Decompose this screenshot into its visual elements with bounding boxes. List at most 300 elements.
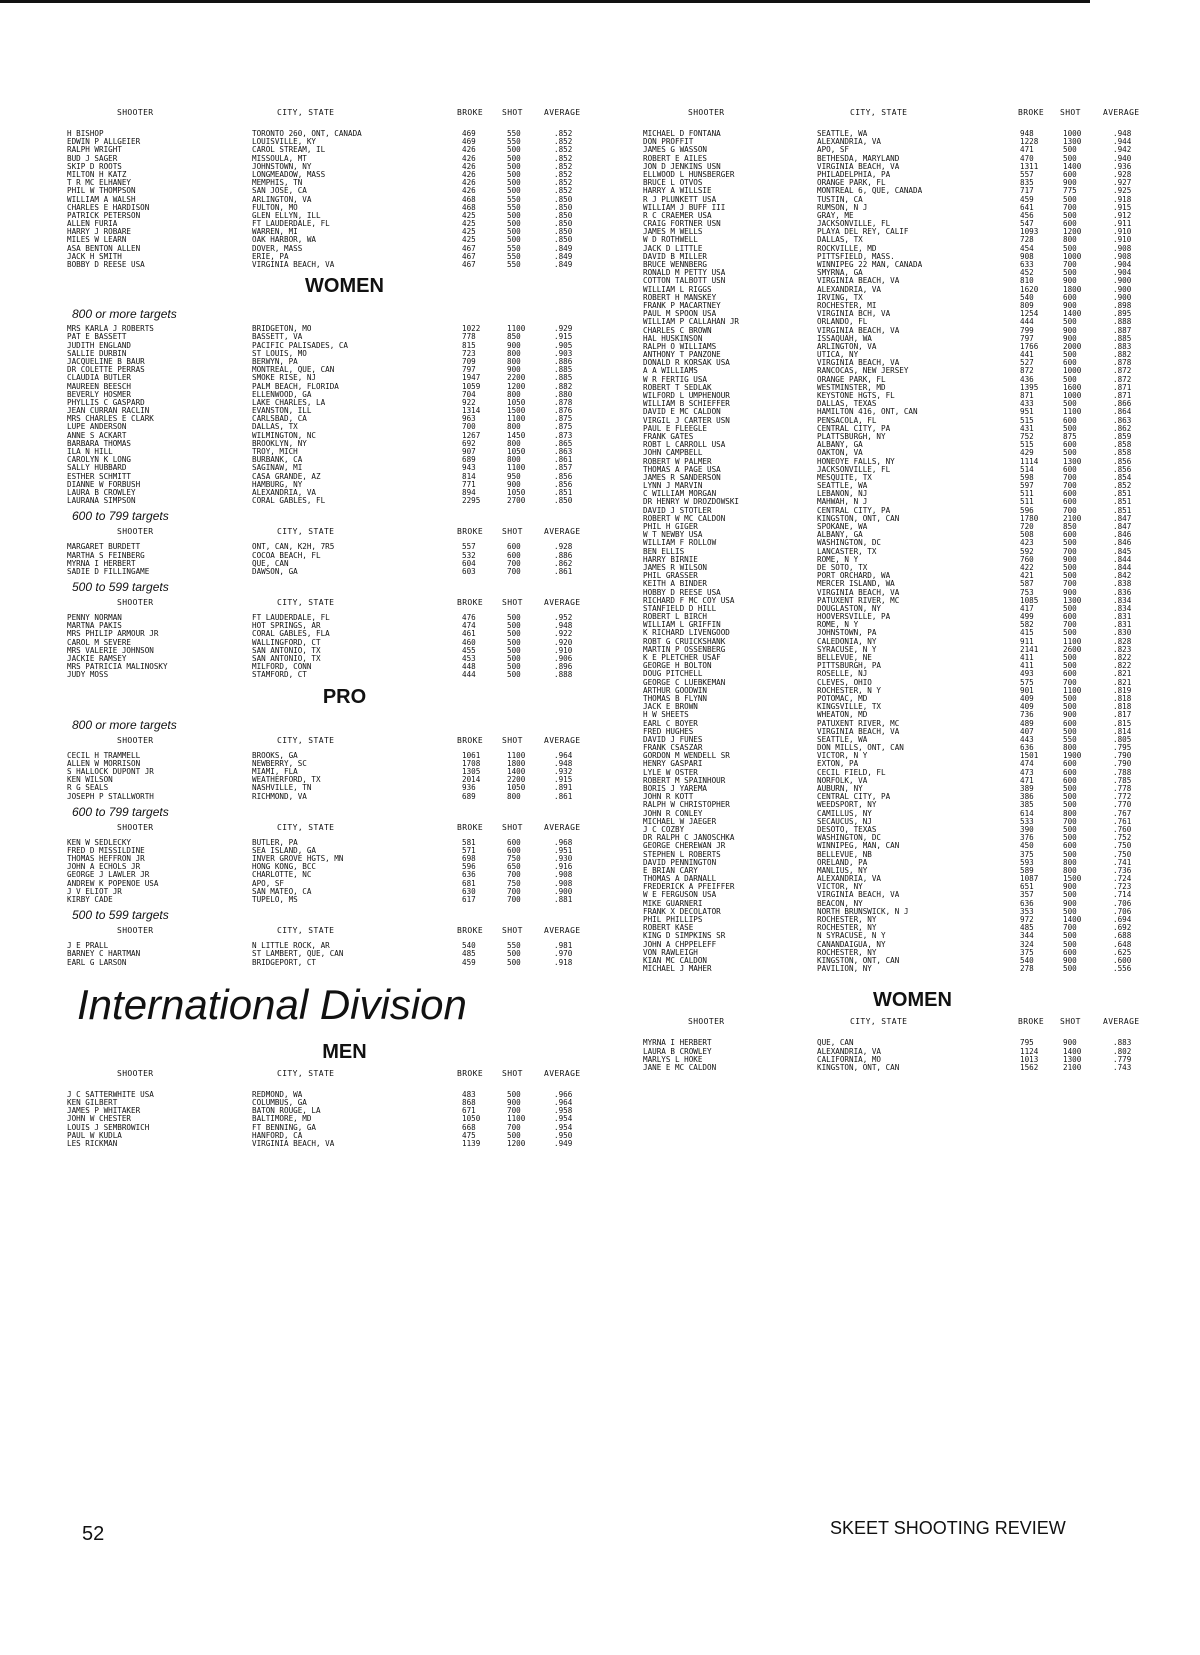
table-row bbox=[640, 580, 1185, 588]
shooter-name: WILLIAM A WALSH bbox=[67, 194, 136, 204]
city-state: BERWYN, PA bbox=[252, 356, 298, 366]
city-state: CORAL GABLES, FL bbox=[252, 496, 326, 506]
broke-value: 901 bbox=[1020, 685, 1034, 695]
shot-value: 500 bbox=[1063, 964, 1077, 974]
shooter-name: ARTHUR GOODWIN bbox=[643, 685, 708, 695]
table-row bbox=[62, 776, 627, 784]
shot-value: 900 bbox=[1063, 587, 1077, 597]
average-value: .822 bbox=[1113, 653, 1132, 662]
shot-value: 2700 bbox=[507, 496, 526, 506]
average-value: .886 bbox=[554, 356, 573, 366]
broke-value: 448 bbox=[462, 662, 476, 672]
average-value: .944 bbox=[1113, 137, 1132, 147]
column-header bbox=[62, 823, 627, 839]
city-state: ROCHESTER, NY bbox=[817, 915, 877, 924]
broke-value: 441 bbox=[1020, 350, 1034, 360]
average-value: .850 bbox=[554, 496, 573, 506]
broke-value: 911 bbox=[1020, 636, 1034, 646]
city-state: QUE, CAN bbox=[252, 558, 289, 568]
table-row bbox=[62, 204, 627, 212]
average-value: .929 bbox=[554, 324, 573, 334]
shot-value: 700 bbox=[507, 895, 521, 904]
city-state: CHARLOTTE, NC bbox=[252, 870, 312, 880]
shot-value: 950 bbox=[507, 471, 521, 481]
broke-value: 474 bbox=[462, 621, 476, 631]
broke-value: 689 bbox=[462, 455, 476, 465]
table-row bbox=[640, 957, 1185, 965]
average-value: .818 bbox=[1113, 693, 1132, 703]
broke-value: 698 bbox=[462, 854, 476, 864]
shooter-name: MICHAEL W JAEGER bbox=[643, 816, 717, 826]
shooter-name: MRS VALERIE JOHNSON bbox=[67, 645, 154, 655]
header-broke: BROKE bbox=[457, 527, 484, 537]
broke-value: 471 bbox=[1020, 775, 1034, 785]
table-row bbox=[62, 1107, 627, 1115]
shooter-name: CHARLES C BROWN bbox=[643, 325, 712, 335]
table-row bbox=[640, 245, 1185, 253]
average-value: .849 bbox=[554, 260, 573, 269]
average-value: .918 bbox=[554, 957, 573, 967]
average-value: .850 bbox=[554, 219, 573, 229]
shot-value: 800 bbox=[1063, 743, 1077, 753]
table-row bbox=[640, 801, 1185, 809]
pro-800-label: 800 or more targets bbox=[72, 717, 177, 732]
table-row bbox=[640, 343, 1185, 351]
average-value: .822 bbox=[1113, 661, 1132, 671]
shot-value: 600 bbox=[1063, 219, 1077, 229]
shooter-name: MICHAEL D FONTANA bbox=[643, 129, 721, 138]
shooter-name: DAVID B MILLER bbox=[643, 251, 708, 261]
shooter-name: ROBERT E AILES bbox=[643, 153, 708, 163]
shot-value: 900 bbox=[1063, 554, 1077, 564]
left-column bbox=[62, 108, 627, 1148]
shooter-name: WILLIAM F ROLLOW bbox=[643, 538, 717, 548]
average-value: .885 bbox=[554, 373, 573, 383]
broke-value: 1059 bbox=[462, 381, 481, 391]
average-value: .844 bbox=[1113, 562, 1132, 572]
average-value: .920 bbox=[554, 637, 573, 647]
average-value: .964 bbox=[554, 750, 573, 760]
shooter-name: ANTHONY T PANZONE bbox=[643, 350, 721, 360]
shooter-name: GEORGE J LAWLER JR bbox=[67, 870, 150, 880]
shooter-name: H BISHOP bbox=[67, 129, 104, 138]
average-value: .556 bbox=[1113, 964, 1132, 974]
shot-value: 900 bbox=[1063, 1038, 1077, 1048]
shooter-name: EDWIN P ALLGEIER bbox=[67, 137, 141, 147]
table-row bbox=[640, 482, 1185, 490]
average-value: .888 bbox=[1113, 317, 1132, 327]
broke-value: 475 bbox=[462, 1130, 476, 1140]
shot-value: 500 bbox=[507, 161, 521, 171]
city-state: WALLINGFORD, CT bbox=[252, 637, 321, 647]
shooter-name: DAVID E MC CALDON bbox=[643, 407, 721, 417]
average-value: .858 bbox=[1113, 448, 1132, 458]
city-state: VIRGINIA BEACH, VA bbox=[817, 890, 900, 900]
broke-value: 799 bbox=[1020, 325, 1034, 335]
right-women-list bbox=[640, 1039, 1185, 1072]
average-value: .772 bbox=[1113, 792, 1132, 802]
city-state: BURBANK, CA bbox=[252, 455, 303, 465]
broke-value: 589 bbox=[1020, 865, 1034, 875]
shooter-name: R G SEALS bbox=[67, 783, 109, 793]
shot-value: 900 bbox=[1063, 300, 1077, 310]
shooter-name: MILES W LEARN bbox=[67, 235, 127, 245]
shooter-name: RALPH WRIGHT bbox=[67, 145, 122, 155]
average-value: .864 bbox=[1113, 407, 1132, 417]
shot-value: 500 bbox=[1063, 194, 1077, 204]
shooter-name: SKIP D ROOTS bbox=[67, 161, 122, 171]
broke-value: 728 bbox=[1020, 235, 1034, 245]
shooter-name: ELLWOOD L HUNSBERGER bbox=[643, 169, 735, 179]
city-state: ST LOUIS, MO bbox=[252, 348, 307, 358]
average-value: .908 bbox=[1113, 251, 1132, 261]
shot-value: 600 bbox=[507, 542, 521, 552]
average-value: .887 bbox=[1113, 325, 1132, 335]
shot-value: 1100 bbox=[1063, 636, 1082, 646]
average-value: .911 bbox=[1113, 219, 1132, 229]
city-state: STAMFORD, CT bbox=[252, 670, 307, 680]
broke-value: 723 bbox=[462, 348, 476, 358]
shooter-name: ALLEN FURIA bbox=[67, 219, 118, 229]
shooter-name: ROBT L CARROLL USA bbox=[643, 440, 726, 450]
average-value: .876 bbox=[554, 406, 573, 416]
table-row bbox=[640, 818, 1185, 826]
table-row bbox=[640, 646, 1185, 654]
table-row bbox=[640, 155, 1185, 163]
table-row bbox=[640, 367, 1185, 375]
average-value: .852 bbox=[554, 145, 573, 155]
broke-value: 1766 bbox=[1020, 341, 1039, 351]
table-row bbox=[62, 220, 627, 228]
city-state: SPOKANE, WA bbox=[817, 522, 868, 531]
header-shooter: SHOOTER bbox=[117, 926, 154, 936]
city-state: ORANGE PARK, FL bbox=[817, 178, 886, 188]
average-value: .856 bbox=[1113, 464, 1132, 474]
city-state: ROCHESTER, N Y bbox=[817, 685, 882, 695]
table-row bbox=[62, 130, 627, 138]
table-row bbox=[640, 1039, 1185, 1047]
broke-value: 872 bbox=[1020, 366, 1034, 376]
shooter-name: PHIL H GIGER bbox=[643, 522, 698, 531]
city-state: PITTSBURGH, PA bbox=[817, 661, 882, 671]
average-value: .948 bbox=[554, 621, 573, 631]
average-value: .882 bbox=[554, 381, 573, 391]
shot-value: 1800 bbox=[1063, 284, 1082, 294]
shooter-name: THOMAS A PAGE USA bbox=[643, 464, 721, 474]
shot-value: 500 bbox=[1063, 562, 1077, 572]
shooter-name: PHIL GRASSER bbox=[643, 571, 698, 581]
shooter-name: LUPE ANDERSON bbox=[67, 422, 127, 432]
table-row bbox=[640, 466, 1185, 474]
broke-value: 614 bbox=[1020, 808, 1034, 818]
average-value: .930 bbox=[554, 854, 573, 864]
average-value: .949 bbox=[554, 1138, 573, 1148]
broke-value: 948 bbox=[1020, 129, 1034, 138]
city-state: CORAL GABLES, FLA bbox=[252, 629, 330, 639]
broke-value: 1254 bbox=[1020, 309, 1039, 319]
average-value: .852 bbox=[554, 178, 573, 188]
table-row bbox=[640, 236, 1185, 244]
shooter-name: MARTHA S FEINBERG bbox=[67, 550, 145, 560]
city-state: CENTRAL CITY, PA bbox=[817, 423, 891, 433]
shooter-name: RALPH W CHRISTOPHER bbox=[643, 800, 730, 810]
broke-value: 470 bbox=[1020, 153, 1034, 163]
table-row bbox=[62, 187, 627, 195]
header-shooter: SHOOTER bbox=[117, 822, 154, 832]
average-value: .954 bbox=[554, 1114, 573, 1124]
broke-value: 415 bbox=[1020, 628, 1034, 638]
average-value: .908 bbox=[554, 870, 573, 880]
city-state: PITTSFIELD, MASS. bbox=[817, 251, 895, 261]
page-number: 52 bbox=[82, 1523, 105, 1545]
header-shot: SHOT bbox=[502, 926, 523, 936]
broke-value: 936 bbox=[462, 783, 476, 793]
average-value: .858 bbox=[1113, 440, 1132, 450]
average-value: .844 bbox=[1113, 554, 1132, 564]
shot-value: 1400 bbox=[1063, 161, 1082, 171]
shooter-name: PHIL W THOMPSON bbox=[67, 186, 136, 196]
average-value: .878 bbox=[554, 397, 573, 407]
city-state: ROME, N Y bbox=[817, 620, 859, 630]
broke-value: 778 bbox=[462, 332, 476, 342]
shooter-name: KIAN MC CALDON bbox=[643, 955, 708, 965]
shooter-name: KING D SIMPKINS SR bbox=[643, 931, 726, 941]
city-state: FT LAUDERDALE, FL bbox=[252, 613, 330, 623]
broke-value: 1228 bbox=[1020, 137, 1039, 147]
table-row bbox=[62, 138, 627, 146]
shot-value: 900 bbox=[1063, 955, 1077, 965]
average-value: .842 bbox=[1113, 571, 1132, 581]
city-state: WILMINGTON, NC bbox=[252, 430, 317, 440]
shooter-name: MIKE GUARNERI bbox=[643, 898, 703, 908]
shooter-name: JOHN CAMPBELL bbox=[643, 448, 703, 458]
table-row bbox=[640, 458, 1185, 466]
city-state: MILFORD, CONN bbox=[252, 662, 312, 672]
shooter-name: HAL HUSKINSON bbox=[643, 333, 703, 343]
city-state: BRIDGETON, MO bbox=[252, 324, 312, 334]
average-value: .863 bbox=[554, 447, 573, 456]
shot-value: 900 bbox=[1063, 333, 1077, 343]
broke-value: 1501 bbox=[1020, 751, 1039, 761]
city-state: HAMILTON 416, ONT, CAN bbox=[817, 407, 918, 417]
table-row bbox=[640, 695, 1185, 703]
average-value: .790 bbox=[1113, 751, 1132, 761]
shooter-name: DON PROFFIT bbox=[643, 137, 694, 147]
average-value: .788 bbox=[1113, 767, 1132, 777]
average-value: .736 bbox=[1113, 865, 1132, 875]
shooter-name: ANNE S ACKART bbox=[67, 430, 127, 440]
broke-value: 515 bbox=[1020, 415, 1034, 425]
average-value: .910 bbox=[554, 645, 573, 655]
shooter-name: HOBBY D REESE USA bbox=[643, 587, 721, 597]
shot-value: 500 bbox=[507, 235, 521, 245]
broke-value: 409 bbox=[1020, 702, 1034, 712]
average-value: .875 bbox=[554, 414, 573, 424]
shooter-name: CLAUDIA BUTLER bbox=[67, 373, 132, 383]
shooter-name: DIANNE W FORBUSH bbox=[67, 479, 141, 489]
city-state: VICTOR, N Y bbox=[817, 751, 868, 761]
broke-value: 868 bbox=[462, 1097, 476, 1107]
shot-value: 600 bbox=[1063, 767, 1077, 777]
shot-value: 500 bbox=[1063, 784, 1077, 793]
shot-value: 900 bbox=[507, 340, 521, 350]
shooter-name: MRS CHARLES E CLARK bbox=[67, 414, 154, 424]
table-row bbox=[640, 703, 1185, 711]
shot-value: 900 bbox=[1063, 882, 1077, 892]
broke-value: 422 bbox=[1020, 562, 1034, 572]
table-row bbox=[640, 146, 1185, 154]
average-value: .818 bbox=[1113, 702, 1132, 712]
shooter-name: LOUIS J SEMBROWICH bbox=[67, 1122, 150, 1132]
broke-value: 736 bbox=[1020, 710, 1034, 720]
shooter-name: WILLIAM J BUFF III bbox=[643, 202, 726, 212]
city-state: BATON ROUGE, LA bbox=[252, 1106, 321, 1116]
city-state: PORT ORCHARD, WA bbox=[817, 571, 891, 581]
average-value: .724 bbox=[1113, 874, 1132, 884]
shooter-name: JOHN R CONLEY bbox=[643, 808, 703, 818]
table-row bbox=[640, 277, 1185, 285]
average-value: .846 bbox=[1113, 538, 1132, 548]
broke-value: 593 bbox=[1020, 857, 1034, 867]
broke-value: 508 bbox=[1020, 530, 1034, 540]
city-state: DE SOTO, TX bbox=[817, 562, 868, 572]
table-row bbox=[62, 552, 627, 560]
table-row bbox=[640, 138, 1185, 146]
city-state: HOT SPRINGS, AR bbox=[252, 621, 321, 631]
broke-value: 752 bbox=[1020, 431, 1034, 441]
broke-value: 511 bbox=[1020, 489, 1034, 499]
shooter-name: ALLEN W MORRISON bbox=[67, 758, 141, 768]
table-row bbox=[640, 941, 1185, 949]
header-shooter: SHOOTER bbox=[688, 108, 725, 117]
shooter-name: STANFIELD D HILL bbox=[643, 603, 717, 613]
table-row bbox=[640, 212, 1185, 220]
city-state: LONGMEADOW, MASS bbox=[252, 169, 326, 179]
broke-value: 485 bbox=[1020, 923, 1034, 933]
city-state: ISSAQUAH, WA bbox=[817, 333, 872, 343]
header-broke: BROKE bbox=[457, 735, 484, 745]
broke-value: 1780 bbox=[1020, 513, 1039, 523]
shot-value: 500 bbox=[507, 1089, 521, 1099]
city-state: SEATTLE, WA bbox=[817, 481, 868, 491]
city-state: JOHNSTOWN, PA bbox=[817, 628, 877, 638]
city-state: BROOKS, GA bbox=[252, 750, 298, 760]
broke-value: 429 bbox=[1020, 448, 1034, 458]
shot-value: 600 bbox=[1063, 440, 1077, 450]
shot-value: 500 bbox=[1063, 153, 1077, 163]
average-value: .750 bbox=[1113, 841, 1132, 851]
broke-value: 511 bbox=[1020, 497, 1034, 507]
pro-600-list bbox=[62, 839, 627, 905]
shooter-name: JEAN CURRAN RACLIN bbox=[67, 406, 150, 416]
average-value: .852 bbox=[554, 129, 573, 138]
shot-value: 700 bbox=[507, 1106, 521, 1116]
average-value: .767 bbox=[1113, 808, 1132, 818]
city-state: WEATHERFORD, TX bbox=[252, 775, 321, 785]
table-row bbox=[62, 236, 627, 244]
shot-value: 1400 bbox=[507, 766, 526, 776]
city-state: SMOKE RISE, NJ bbox=[252, 373, 317, 383]
city-state: DOUGLASTON, NY bbox=[817, 603, 882, 613]
average-value: .878 bbox=[1113, 358, 1132, 368]
shot-value: 1200 bbox=[1063, 227, 1082, 237]
shot-value: 500 bbox=[1063, 824, 1077, 834]
table-row bbox=[640, 327, 1185, 335]
city-state: OAK HARBOR, WA bbox=[252, 235, 317, 245]
broke-value: 668 bbox=[462, 1122, 476, 1132]
broke-value: 709 bbox=[462, 356, 476, 366]
shot-value: 600 bbox=[1063, 358, 1077, 368]
shooter-name: R C CRAEMER USA bbox=[643, 210, 712, 220]
average-value: .852 bbox=[554, 153, 573, 163]
shooter-name: DR COLETTE PERRAS bbox=[67, 365, 145, 375]
city-state: ROME, N Y bbox=[817, 554, 859, 564]
shooter-name: JACQUELINE B BAUR bbox=[67, 356, 145, 366]
city-state: JACKSONVILLE, FL bbox=[817, 219, 891, 229]
shot-value: 500 bbox=[507, 621, 521, 631]
shot-value: 500 bbox=[507, 219, 521, 229]
city-state: QUE, CAN bbox=[817, 1038, 854, 1048]
broke-value: 426 bbox=[462, 186, 476, 196]
header-average: AVERAGE bbox=[544, 527, 581, 537]
column-header bbox=[640, 1017, 1185, 1033]
shot-value: 500 bbox=[1063, 693, 1077, 703]
broke-value: 835 bbox=[1020, 178, 1034, 188]
average-value: .910 bbox=[1113, 235, 1132, 245]
city-state: RICHMOND, VA bbox=[252, 791, 307, 801]
shot-value: 1100 bbox=[507, 1114, 526, 1124]
broke-value: 1305 bbox=[462, 766, 481, 776]
average-value: .821 bbox=[1113, 677, 1132, 687]
city-state: SECAUCUS, NJ bbox=[817, 816, 872, 826]
broke-value: 426 bbox=[462, 161, 476, 171]
city-state: NORTH BRUNSWICK, N J bbox=[817, 906, 909, 916]
shot-value: 800 bbox=[507, 389, 521, 399]
broke-value: 411 bbox=[1020, 653, 1034, 662]
average-value: .861 bbox=[554, 791, 573, 801]
broke-value: 450 bbox=[1020, 841, 1034, 851]
broke-value: 592 bbox=[1020, 546, 1034, 556]
average-value: .706 bbox=[1113, 906, 1132, 916]
shot-value: 800 bbox=[507, 356, 521, 366]
shot-value: 500 bbox=[1063, 603, 1077, 613]
city-state: FULTON, MO bbox=[252, 202, 298, 212]
table-row bbox=[62, 261, 627, 269]
city-state: BELLEVUE, NE bbox=[817, 653, 872, 662]
broke-value: 1013 bbox=[1020, 1054, 1039, 1064]
city-state: WASHINGTON, DC bbox=[817, 833, 882, 843]
city-state: MANLIUS, NY bbox=[817, 865, 868, 875]
table-row bbox=[640, 359, 1185, 367]
broke-value: 753 bbox=[1020, 587, 1034, 597]
city-state: SAGINAW, MI bbox=[252, 463, 303, 473]
shot-value: 500 bbox=[507, 178, 521, 188]
shooter-name: W E FERGUSON USA bbox=[643, 890, 717, 900]
broke-value: 809 bbox=[1020, 300, 1034, 310]
shooter-name: JON D JENKINS USN bbox=[643, 161, 721, 171]
average-value: .847 bbox=[1113, 522, 1132, 531]
shot-value: 600 bbox=[1063, 169, 1077, 179]
broke-value: 425 bbox=[462, 219, 476, 229]
header-broke: BROKE bbox=[457, 822, 484, 832]
header-city: CITY, STATE bbox=[850, 1017, 908, 1027]
broke-value: 426 bbox=[462, 145, 476, 155]
shot-value: 550 bbox=[507, 941, 521, 951]
shooter-name: ROBT G CRUICKSHANK bbox=[643, 636, 726, 646]
shooter-name: CECIL H TRAMMELL bbox=[67, 750, 141, 760]
broke-value: 527 bbox=[1020, 358, 1034, 368]
city-state: WEEDSPORT, NY bbox=[817, 800, 877, 810]
